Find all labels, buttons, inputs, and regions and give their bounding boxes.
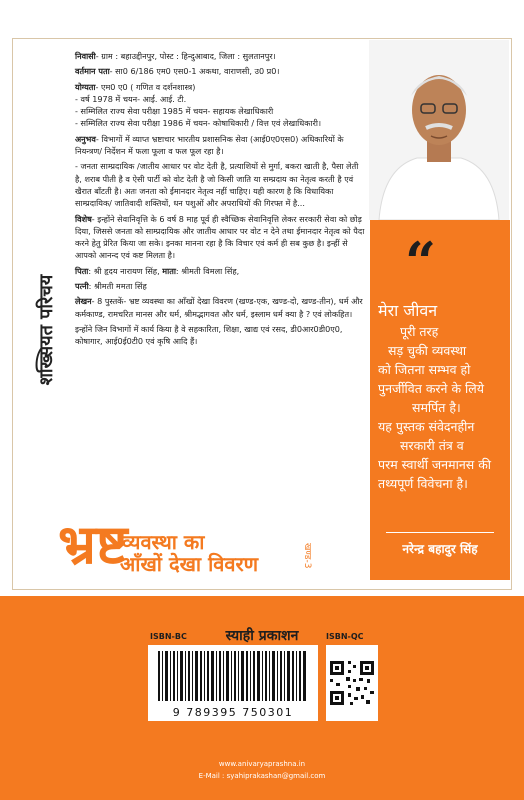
quote-line: यह पुस्तक संवेदनहीन [378, 419, 475, 434]
anubhav-value: - विभागों में व्याप्त भ्रष्टाचार भारतीय प्रशासनिक सेवा (आई0ए0एस0) अधिकारियों के नियन्त्रण/ निर्देशन में फला फूला व फल फूल रहा है। [75, 133, 344, 157]
quote-mark: “ [405, 230, 437, 294]
publisher-name: स्याही प्रकाशन [225, 628, 299, 644]
side-title-text: शख्सियत परिचय [36, 274, 57, 386]
vishesh-row [75, 213, 365, 262]
yogyata-line: - सम्मिलित राज्य सेवा परीक्षा 1986 में चयन- कोषाधिकारी / वित्त एवं लेखाधिकारी। [75, 118, 322, 129]
side-title [26, 260, 66, 400]
quote-line: सरकारी तंत्र व [400, 438, 464, 453]
pita-label: पिता [75, 265, 89, 276]
yogyata-row [75, 81, 365, 93]
quote-line: पूरी तरह [400, 324, 439, 339]
series-logo [58, 515, 338, 585]
mata-label: माता [162, 265, 176, 276]
nivasi-value: - ग्राम : बहाउद्दीनपुर, पोस्ट : हिन्दुआबाद, जिला : सुलतानपुर। [95, 51, 276, 61]
yogyata-line: - सम्मिलित राज्य सेवा परीक्षा 1985 में चयन- सहायक लेखाधिकारी [75, 106, 274, 117]
lekhan-label: लेखन [75, 296, 92, 307]
anubhav-label: अनुभव [75, 133, 96, 144]
series-logo-khand: खण्ड-3 [302, 543, 312, 569]
author-quote [378, 300, 506, 493]
quote-line: समर्पित है। [412, 400, 461, 415]
isbn-barcode [148, 645, 318, 721]
qr-code-icon [326, 657, 378, 709]
quote-line: सड़ चुकी व्यवस्था [388, 343, 467, 358]
quote-line: तथ्यपूर्ण विवेचना है। [378, 476, 468, 491]
series-logo-bhrasht: भ्रष्ट [58, 513, 128, 576]
quote-line: मेरा जीवन [378, 301, 438, 320]
nivasi-row [75, 50, 365, 62]
isbn-qr-code [326, 645, 378, 721]
anubhav-row [75, 133, 365, 158]
website-link[interactable]: www.anivaryaprashna.in [218, 760, 306, 768]
vartaman-label: वर्तमान पता [75, 66, 110, 77]
biography-section [75, 50, 365, 351]
mata-value: : श्रीमती विमला सिंह, [175, 265, 240, 276]
patni-row [75, 280, 365, 292]
pita-value: : श्री हृदय नारायण सिंह, [88, 265, 160, 276]
vishesh-value: - इन्होंने सेवानिवृत्ति के 6 वर्ष 8 माह पूर्व ही स्वैच्छिक सेवानिवृत्ति लेकर सरकारी सेवा को छोड़ दिया, जिससे जनता को साम्प्रदायिक और जातीय आधार पर वोट न देने तथा ईमानदार नेतृत्व को पैदा करने हेतु प्रेरित किया जा सके। इनका मानना रहा है कि विचार एवं कर्म ही सब कुछ है। इन्हीं से आपको आनन्द एवं कष्ट मिलता है। [75, 213, 365, 261]
isbn-qc-label: ISBN-QC [326, 632, 364, 641]
yogyata-value: - एम0 ए0 ( गणित व दर्शनशास्त्र) [95, 81, 196, 92]
author-portrait-image [369, 40, 509, 220]
nivasi-label: निवासी [75, 51, 96, 61]
parents-row [75, 265, 365, 277]
lekhan-row [75, 295, 365, 320]
barcode-number: 9 789395 750301 [172, 706, 294, 719]
vartaman-value: - सा0 6/186 एम0 एस0-1 अकथा, वाराणसी, उ0 प्र0। [109, 66, 280, 77]
lekhan-value: - 8 पुस्तकें- भ्रष्ट व्यवस्था का आँखों देखा विवरण (खण्ड-एक, खण्ड-दो, खण्ड-तीन), धर्म और कर्मकाण्ड, रामचरित मानस और धर्म, श्रीमद्भागवत और धर्म, इस्लाम धर्म क्या है ? एवं लोकहित। [75, 296, 363, 319]
quote-line: को जितना सम्भव हो [378, 362, 471, 377]
yogyata-label: योग्यता [75, 81, 96, 92]
patni-label: पत्नी [75, 281, 89, 292]
barcode-icon [148, 645, 318, 705]
series-logo-line2: आँखों देखा विवरण [120, 552, 259, 576]
author-photo [369, 40, 509, 220]
quote-line: पुनर्जीवित करने के लिये [378, 381, 484, 396]
vartaman-row [75, 65, 365, 77]
email-link[interactable]: E-Mail : syahiprakashan@gmail.com [198, 772, 326, 780]
anubhav-para: - जनता साम्प्रदायिक /जातीय आधार पर वोट देती है, प्रत्याशियों से मुर्गा, बकरा खाती है, पैसा लेती है, शराब पीती है व ऐसी पार्टी को वोट देती है जो किसी जाति या सम्प्रदाय का नेतृत्व करती है एवं खैरात बाँटती है। अतः जनता को ईमानदार नेतृत्व नहीं चाहिए। यही कारण है कि विधायिका साम्प्रदायिक/ जातिवादी शक्तियों, धन पशुओं और अपराधियों की गिरफ्त में है... [75, 161, 359, 209]
patni-value: : श्रीमती ममता सिंह [88, 281, 147, 292]
vishesh-label: विशेष [75, 213, 92, 224]
lekhan-para: इन्होंने जिन विभागों में कार्य किया है वे सहकारिता, शिक्षा, खाद्य एवं रसद, डी0आर0डी0ए0, कोषागार, आई0ई0टी0 एवं कृषि आदि हैं। [75, 323, 343, 347]
quote-line: परम स्वार्थी जनमानस की [378, 457, 492, 472]
series-logo-line1: व्यवस्था का [122, 530, 205, 554]
yogyata-line: - वर्ष 1978 में चयन- आई. आई. टी. [75, 93, 187, 104]
quote-divider [386, 532, 494, 533]
isbn-bc-label: ISBN-BC [150, 632, 187, 641]
quote-author: नरेन्द्र बहादुर सिंह [402, 542, 478, 556]
